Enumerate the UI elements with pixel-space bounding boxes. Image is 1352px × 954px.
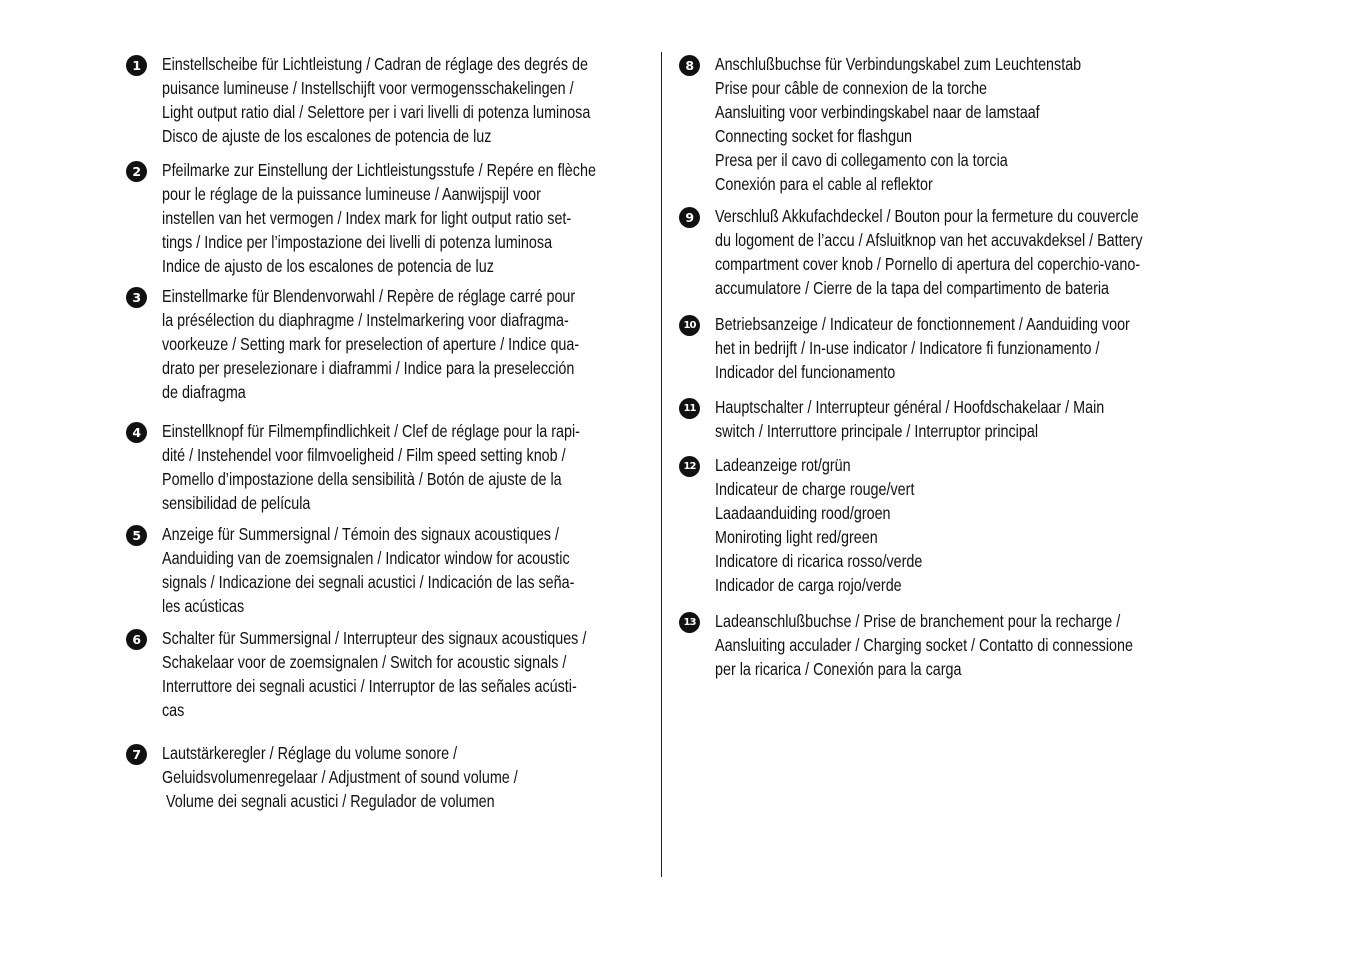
description-line: Aansluiting voor verbindingskabel naar de lamstaaf (715, 102, 1040, 122)
item-number-badge: 1 (126, 55, 147, 76)
description-line: Connecting socket for flashgun (715, 126, 913, 146)
description-line: dité / Instehendel voor filmvoeligheid / Film speed setting knob / (162, 445, 566, 465)
item-description (162, 52, 590, 148)
description-line: Indicateur de charge rouge/vert (715, 479, 915, 499)
legend-item-13 (679, 609, 1225, 681)
item-description (715, 395, 1104, 443)
description-line: per la ricarica / Conexión para la carga (715, 659, 962, 679)
description-line: accumulatore / Cierre de la tapa del compartimento de bateria (715, 278, 1110, 298)
description-line: Geluidsvolumenregelaar / Adjustment of sound volume / (162, 767, 518, 787)
item-number-badge: 2 (126, 161, 147, 182)
item-number-badge: 7 (126, 744, 147, 765)
item-description (715, 609, 1133, 681)
description-line: Aansluiting acculader / Charging socket / Contatto di connessione (715, 635, 1133, 655)
description-line: Light output ratio dial / Selettore per i vari livelli di potenza luminosa (162, 102, 591, 122)
description-line: Pomello d’impostazione della sensibilità / Botón de ajuste de la (162, 469, 562, 489)
item-number-badge: 5 (126, 525, 147, 546)
description-line: la présélection du diaphragme / Instelmarkering voor diafragma- (162, 310, 569, 330)
item-number-badge: 6 (126, 629, 147, 650)
item-number-badge: 3 (126, 287, 147, 308)
legend-item-7 (126, 741, 596, 813)
legend-item-5 (126, 522, 665, 618)
description-line: drato per preselezionare i diaframmi / Indice para la preselección (162, 358, 575, 378)
description-line: tings / Indice per l’impostazione dei livelli di potenza luminosa (162, 232, 553, 252)
description-line: Laadaanduiding rood/groen (715, 503, 891, 523)
legend-item-4 (126, 419, 672, 515)
description-line: Presa per il cavo di collegamento con la torcia (715, 150, 1008, 170)
description-line: Ladeanzeige rot/grün (715, 455, 851, 475)
description-line: Anschlußbuchse für Verbindungskabel zum Leuchtenstab (715, 54, 1082, 74)
description-line: Conexión para el cable al reflektor (715, 174, 933, 194)
description-line: Verschluß Akkufachdeckel / Bouton pour la fermeture du couvercle (715, 206, 1139, 226)
description-line: switch / Interruttore principale / Interruptor principal (715, 421, 1039, 441)
legend-item-2 (126, 158, 691, 278)
description-line: Anzeige für Summersignal / Témoin des signaux acoustiques / (162, 524, 559, 544)
description-line: Einstellmarke für Blendenvorwahl / Repère de réglage carré pour (162, 286, 576, 306)
description-line: Schakelaar voor de zoemsignalen / Switch for acoustic signals / (162, 652, 567, 672)
item-number-badge: 9 (679, 207, 700, 228)
legend-item-1 (126, 52, 684, 148)
description-line: Indice de ajusto de los escalones de potencia de luz (162, 256, 494, 276)
description-line: Einstellknopf für Filmempfindlichkeit / Clef de réglage pour la rapi- (162, 421, 580, 441)
item-number-badge: 13 (679, 612, 700, 633)
description-line: Indicatore di ricarica rosso/verde (715, 551, 923, 571)
description-line: instellen van het vermogen / Index mark for light output ratio set- (162, 208, 572, 228)
item-description (715, 312, 1130, 384)
description-line: voorkeuze / Setting mark for preselection of aperture / Indice qua- (162, 334, 580, 354)
description-line: Lautstärkeregler / Réglage du volume sonore / (162, 743, 458, 763)
item-number-badge: 8 (679, 55, 700, 76)
description-line: puisance lumineuse / Instellschijft voor vermogensschakelingen / (162, 78, 574, 98)
description-line: Indicador del funcionamento (715, 362, 896, 382)
description-line: Einstellscheibe für Lichtleistung / Cadran de réglage des degrés de (162, 54, 588, 74)
description-line: Disco de ajuste de los escalones de potencia de luz (162, 126, 492, 146)
description-line: Betriebsanzeige / Indicateur de fonctionnement / Aanduiding voor (715, 314, 1130, 334)
description-line: sensibilidad de película (162, 493, 311, 513)
description-line: compartment cover knob / Pornello di apertura del coperchio-vano- (715, 254, 1141, 274)
legend-item-11 (679, 395, 1190, 443)
legend-item-12 (679, 453, 968, 597)
legend-item-6 (126, 626, 679, 722)
description-line: Ladeanschlußbuchse / Prise de branchement pour la recharge / (715, 611, 1121, 631)
item-number-badge: 11 (679, 398, 700, 419)
item-number-badge: 12 (679, 456, 700, 477)
item-description (162, 522, 574, 618)
description-line: Hauptschalter / Interrupteur général / Hoofdschakelaar / Main (715, 397, 1105, 417)
item-number-badge: 4 (126, 422, 147, 443)
legend-item-9 (679, 204, 1236, 300)
description-line: Pfeilmarke zur Einstellung der Lichtleistungsstufe / Repére en flèche (162, 160, 596, 180)
description-line: Aanduiding van de zoemsignalen / Indicator window for acoustic (162, 548, 570, 568)
description-line: Prise pour câble de connexion de la torche (715, 78, 988, 98)
description-line: les acústicas (162, 596, 245, 616)
description-line: signals / Indicazione dei segnali acustici / Indicación de las seña- (162, 572, 575, 592)
item-description (162, 284, 579, 404)
description-line: het in bedrijft / In-use indicator / Indicatore fi funzionamento / (715, 338, 1100, 358)
column-divider (661, 52, 662, 877)
description-line: Indicador de carga rojo/verde (715, 575, 902, 595)
description-line: Moniroting light red/green (715, 527, 878, 547)
item-description (715, 204, 1143, 300)
item-description (162, 158, 596, 278)
item-description (715, 453, 922, 597)
description-line: Volume dei segnali acustici / Regulador de volumen (162, 791, 495, 811)
description-line: de diafragma (162, 382, 246, 402)
item-number-badge: 10 (679, 315, 700, 336)
legend-item-10 (679, 312, 1221, 384)
legend-item-8 (679, 52, 1162, 196)
description-line: Interruttore dei segnali acustici / Interruptor de las señales acústi- (162, 676, 577, 696)
item-description (162, 626, 586, 722)
description-line: du logoment de l’accu / Afsluitknop van het accuvakdeksel / Battery (715, 230, 1143, 250)
description-line: Schalter für Summersignal / Interrupteur des signaux acoustiques / (162, 628, 587, 648)
description-line: pour le réglage de la puissance lumineuse / Aanwijspijl voor (162, 184, 541, 204)
item-description (162, 741, 518, 813)
item-description (162, 419, 580, 515)
legend-item-3 (126, 284, 671, 404)
description-line: cas (162, 700, 185, 720)
item-description (715, 52, 1081, 196)
